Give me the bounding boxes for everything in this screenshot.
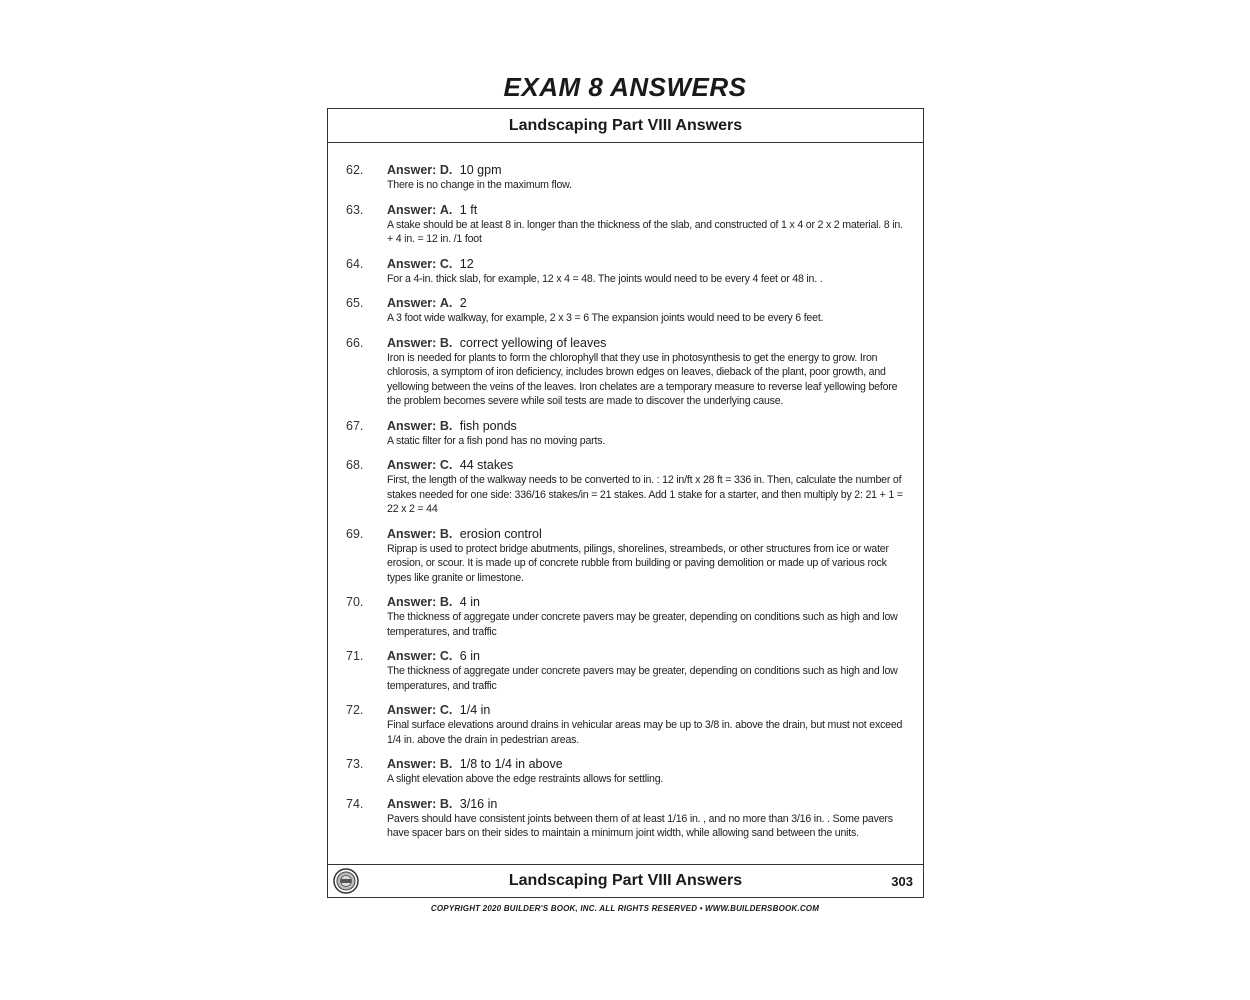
answer-label: Answer: bbox=[387, 757, 437, 771]
question-number: 73. bbox=[346, 757, 364, 771]
exam-title: EXAM 8 ANSWERS bbox=[503, 72, 747, 102]
answer-letter: B. bbox=[439, 526, 453, 541]
answer-line bbox=[387, 526, 925, 542]
answer-item bbox=[328, 418, 925, 449]
answer-item bbox=[328, 335, 925, 409]
answer-item bbox=[328, 594, 925, 639]
footer-title: Landscaping Part VIII Answers bbox=[508, 872, 743, 889]
answer-explanation: The thickness of aggregate under concrete pavers may be greater, depending on conditions such as high and low temperatures, and traffic bbox=[387, 665, 898, 692]
answer-label: Answer: bbox=[387, 526, 437, 541]
question-number: 72. bbox=[346, 703, 364, 717]
answer-label: Answer: bbox=[387, 703, 437, 717]
answer-explanation: There is no change in the maximum flow. bbox=[387, 179, 572, 191]
answer-label: Answer: bbox=[387, 649, 437, 663]
answer-letter: B. bbox=[439, 335, 453, 350]
answer-label: Answer: bbox=[387, 256, 437, 271]
answer-letter: D. bbox=[439, 163, 453, 177]
question-number: 62. bbox=[346, 163, 364, 177]
answer-item bbox=[328, 202, 925, 247]
answer-item bbox=[328, 457, 925, 517]
answer-list bbox=[328, 162, 925, 850]
answer-line bbox=[387, 457, 925, 473]
answer-value: 6 in bbox=[459, 649, 480, 663]
answer-value: 4 in bbox=[459, 595, 480, 609]
answer-letter: C. bbox=[439, 458, 453, 472]
copyright-notice: COPYRIGHT 2020 BUILDER'S BOOK, INC. ALL RIGHTS RESERVED • WWW.BUILDERSBOOK.COM bbox=[430, 904, 820, 913]
answer-value: 3/16 in bbox=[459, 796, 498, 811]
answer-label: Answer: bbox=[387, 296, 437, 310]
answer-explanation: First, the length of the walkway needs to be converted to in. : 12 in/ft x 28 ft = 336 in. Then, calculate the number of stakes needed for one side: 336/16 stakes/in = 21 stakes. Add 1 stake for a starter, and then multiply by 2: 21 + 1 = 22 x 2 = 44 bbox=[387, 474, 903, 515]
answer-line bbox=[387, 256, 925, 272]
answer-explanation: Riprap is used to protect bridge abutments, pilings, shorelines, streambeds, or other structures from ice or water erosion, or scour. It is made up of concrete rubble from building or paving demolition or made up of various rock types like granite or limestone. bbox=[387, 542, 889, 584]
question-number: 71. bbox=[346, 649, 364, 663]
question-number: 66. bbox=[346, 335, 364, 350]
section-header: Landscaping Part VIII Answers bbox=[328, 109, 923, 143]
answer-label: Answer: bbox=[387, 202, 437, 217]
answer-line bbox=[387, 162, 925, 178]
answer-label: Answer: bbox=[387, 796, 437, 811]
answer-label: Answer: bbox=[387, 418, 437, 433]
answer-explanation: A slight elevation above the edge restraints allows for settling. bbox=[387, 773, 664, 785]
answer-value: fish ponds bbox=[459, 418, 517, 433]
question-number: 64. bbox=[346, 256, 364, 271]
answer-explanation: A stake should be at least 8 in. longer than the thickness of the slab, and constructed of 1 x 4 or 2 x 2 material. 8 in. + 4 in. = 12 in. /1 foot bbox=[387, 218, 903, 245]
answer-value: 2 bbox=[459, 296, 467, 310]
answer-line bbox=[387, 796, 925, 812]
answer-explanation: The thickness of aggregate under concrete pavers may be greater, depending on conditions such as high and low temperatures, and traffic bbox=[387, 611, 898, 638]
answer-item bbox=[328, 796, 925, 841]
answer-line bbox=[387, 202, 925, 218]
answer-label: Answer: bbox=[387, 335, 437, 350]
answer-value: erosion control bbox=[459, 526, 542, 541]
answer-item bbox=[328, 256, 925, 287]
answer-label: Answer: bbox=[387, 163, 437, 177]
answer-explanation: Final surface elevations around drains in vehicular areas may be up to 3/8 in. above the drain, but must not exceed 1/4 in. above the drain in pedestrian areas. bbox=[387, 719, 903, 746]
answer-explanation: Iron is needed for plants to form the chlorophyll that they use in photosynthesis to get the energy to grow. Iron chlorosis, a symptom of iron deficiency, includes brown edges on leaves, dieback of the plant, poor growth, and yellowing between the veins of the leaves. Iron chelates are a temporary measure to reverse leaf yellowing before the problem becomes severe while soil tests are made to discover the underlying cause. bbox=[387, 351, 898, 407]
answer-label: Answer: bbox=[387, 458, 437, 472]
answer-line bbox=[387, 418, 925, 434]
answer-item bbox=[328, 648, 925, 693]
answer-item bbox=[328, 295, 925, 326]
answer-item bbox=[328, 756, 925, 787]
answer-line bbox=[387, 648, 925, 664]
answer-letter: A. bbox=[439, 296, 453, 310]
question-number: 63. bbox=[346, 202, 364, 217]
answer-line bbox=[387, 702, 925, 718]
answer-value: 10 gpm bbox=[459, 163, 502, 177]
answer-label: Answer: bbox=[387, 595, 437, 609]
answer-line bbox=[387, 594, 925, 610]
answer-letter: C. bbox=[439, 649, 453, 663]
question-number: 70. bbox=[346, 595, 364, 609]
answer-letter: B. bbox=[439, 757, 453, 771]
answer-letter: A. bbox=[439, 202, 453, 217]
answer-item bbox=[328, 526, 925, 586]
question-number: 65. bbox=[346, 296, 364, 310]
answer-explanation: For a 4-in. thick slab, for example, 12 x 4 = 48. The joints would need to be every 4 feet or 48 in. . bbox=[387, 272, 823, 285]
answer-letter: B. bbox=[439, 796, 453, 811]
question-number: 67. bbox=[346, 418, 364, 433]
page-number: 303 bbox=[891, 874, 913, 889]
answer-explanation: A static filter for a fish pond has no moving parts. bbox=[387, 434, 606, 447]
answer-item bbox=[328, 702, 925, 747]
answer-letter: C. bbox=[439, 256, 453, 271]
answer-value: 1 ft bbox=[459, 202, 478, 217]
answer-item bbox=[328, 162, 925, 193]
answer-letter: B. bbox=[439, 595, 453, 609]
page-footer bbox=[328, 864, 923, 897]
answer-line bbox=[387, 295, 925, 311]
answer-explanation: A 3 foot wide walkway, for example, 2 x 3 = 6 The expansion joints would need to be every 6 feet. bbox=[387, 312, 824, 324]
answer-letter: B. bbox=[439, 418, 453, 433]
answer-value: 44 stakes bbox=[459, 458, 514, 472]
answer-value: 1/4 in bbox=[459, 703, 491, 717]
question-number: 68. bbox=[346, 458, 364, 472]
answer-value: 1/8 to 1/4 in above bbox=[459, 757, 563, 771]
answer-line bbox=[387, 756, 925, 772]
answer-letter: C. bbox=[439, 703, 453, 717]
answer-value: correct yellowing of leaves bbox=[459, 335, 607, 350]
answer-value: 12 bbox=[459, 256, 474, 271]
answer-explanation: Pavers should have consistent joints between them of at least 1/16 in. , and no more than 3/16 in. . Some pavers have spacer bars on their sides to maintain a minimum joint width, while allowing sand between the units. bbox=[387, 812, 893, 839]
question-number: 74. bbox=[346, 796, 364, 811]
answer-line bbox=[387, 335, 925, 351]
question-number: 69. bbox=[346, 526, 364, 541]
answer-page bbox=[327, 108, 924, 898]
